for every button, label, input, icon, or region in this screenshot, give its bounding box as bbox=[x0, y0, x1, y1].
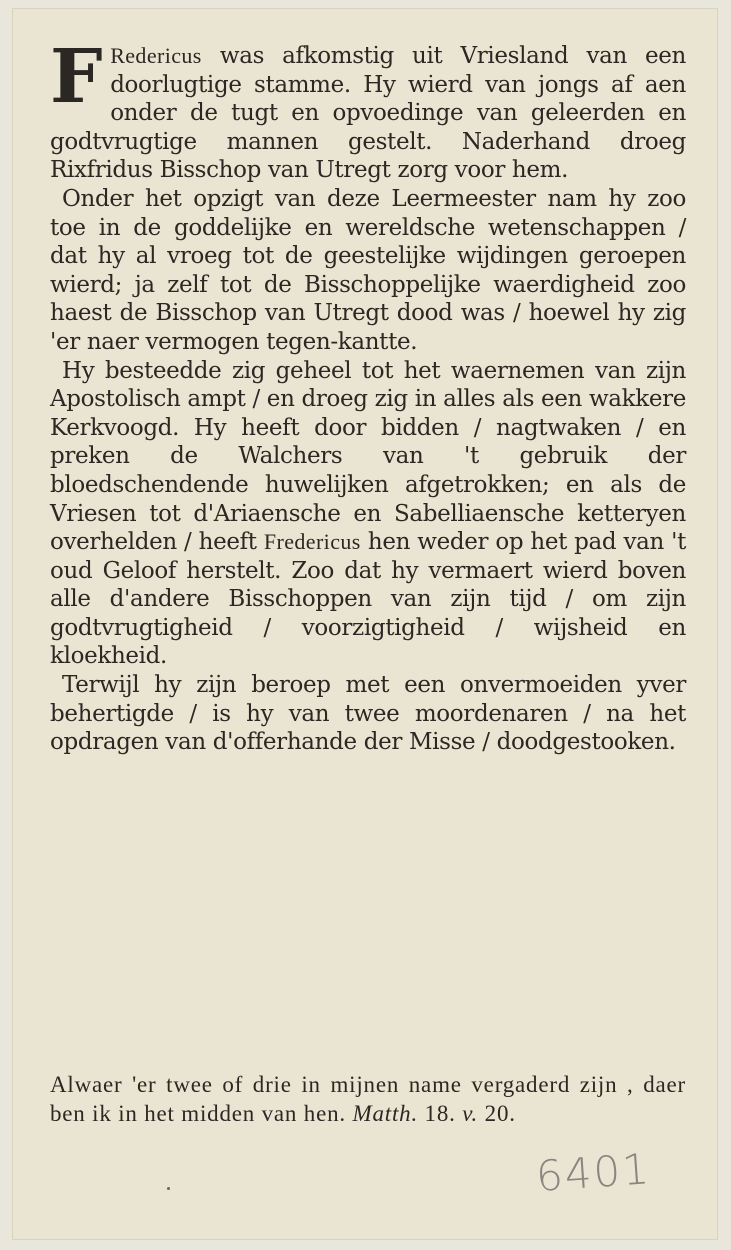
paragraph-3 bbox=[50, 357, 686, 672]
paragraph-1 bbox=[50, 34, 686, 185]
verse-ref-chapter: 18. bbox=[418, 1101, 463, 1126]
bible-verse bbox=[50, 1070, 686, 1128]
verse-ref-v: v. bbox=[462, 1101, 479, 1126]
verse-ref-number: 20. bbox=[478, 1101, 516, 1126]
paragraph-3-after: hen weder op het pad van 't oud Geloof herstelt. Zoo dat hy vermaert wierd boven alle d'andere Bisschoppen van zijn tijd / om zijn godtvrugtigheid / voorzigtigheid / wijsheid en kloekheid. bbox=[50, 529, 686, 670]
name-fredericus: Fredericus bbox=[263, 529, 361, 555]
ink-dot bbox=[167, 1187, 170, 1190]
verse-text: Alwaer 'er twee of drie in mijnen name vergaderd zijn , daer ben ik in het midden van hen. bbox=[50, 1072, 686, 1126]
main-text bbox=[50, 34, 686, 757]
drop-cap: F bbox=[50, 34, 103, 120]
paragraph-4: Terwijl hy zijn beroep met een onvermoeiden yver behertigde / is hy van twee moordenaren / na het opdragen van d'offerhande der Misse / doodgestooken. bbox=[50, 672, 686, 756]
pencil-inventory-number: 6401 bbox=[534, 1144, 653, 1201]
verse-ref-book: Matth. bbox=[352, 1101, 418, 1126]
name-redericus: Redericus bbox=[110, 43, 202, 68]
paragraph-2: Onder het opzigt van deze Leermeester nam hy zoo toe in de goddelijke en wereldsche wetenschappen / dat hy al vroeg tot de geestelijke wijdingen geroepen wierd; ja zelf tot de Bisschoppelijke waerdigheid zoo haest de Bisschop van Utregt dood was / hoewel hy zig 'er naer vermogen tegen-kantte. bbox=[50, 185, 686, 355]
paragraph-1-text: was afkomstig uit Vriesland van een doorlugtige stamme. Hy wierd van jongs af aen onder de tugt en opvoedinge van geleerden en godtvrugtige mannen gestelt. Naderhand droeg Rixfridus Bisschop van Utregt zorg voor hem. bbox=[50, 43, 686, 184]
paragraph-3-before: Hy besteedde zig geheel tot het waernemen van zijn Apostolisch ampt / en droeg zig in alles als een wakkere Kerkvoogd. Hy heeft door bidden / nagtwaken / en preken de Walchers van 't gebruik der bloedschendende huwelijken afgetrokken; en als de Vriesen tot d'Ariaensche en Sabelliaensche ketteryen overhelden / heeft bbox=[50, 357, 686, 556]
